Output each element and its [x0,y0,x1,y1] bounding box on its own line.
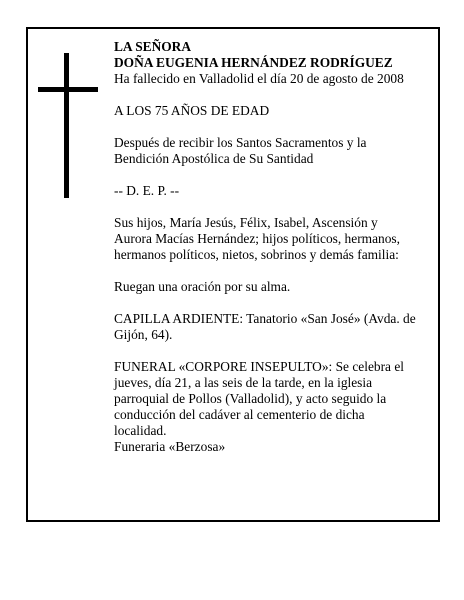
death-notice: Ha fallecido en Valladolid el día 20 de agosto de 2008 [114,71,404,86]
cross-icon [38,53,98,198]
chapel-line-2: Gijón, 64). [114,327,173,342]
prayer-block [114,279,430,295]
title-line-1: LA SEÑORA [114,39,192,54]
family-line-3: hermanos políticos, nietos, sobrinos y demás familia: [114,247,399,262]
header-block [114,39,430,87]
age-line: A LOS 75 AÑOS DE EDAD [114,103,270,118]
funeral-line-2: jueves, día 21, a las seis de la tarde, en la iglesia [114,375,373,390]
funeral-line-4: conducción del cadáver al cementerio de dicha [114,407,365,422]
chapel-block [114,311,430,343]
chapel-line-1: CAPILLA ARDIENTE: Tanatorio «San José» (Avda. de [114,311,416,326]
family-line-1: Sus hijos, María Jesús, Félix, Isabel, Ascensión y [114,215,378,230]
cross-vertical-bar [64,53,69,198]
cross-horizontal-bar [38,87,98,92]
obituary-text [114,39,430,455]
funeral-line-5: localidad. [114,423,167,438]
sacraments-block [114,135,430,167]
funeral-line-1: FUNERAL «CORPORE INSEPULTO»: Se celebra el [114,359,404,374]
family-line-2: Aurora Macías Hernández; hijos políticos, hermanos, [114,231,400,246]
dep-line: -- D. E. P. -- [114,183,180,198]
sacraments-line-2: Bendición Apostólica de Su Santidad [114,151,314,166]
dep-block [114,183,430,199]
funeral-line-3: parroquial de Pollos (Valladolid), y acto seguido la [114,391,387,406]
age-block [114,103,430,119]
deceased-name: DOÑA EUGENIA HERNÁNDEZ RODRÍGUEZ [114,55,393,70]
funeral-block [114,359,430,455]
sacraments-line-1: Después de recibir los Santos Sacramentos y la [114,135,367,150]
prayer-line: Ruegan una oración por su alma. [114,279,291,294]
family-block [114,215,430,263]
funeral-home: Funeraria «Berzosa» [114,439,226,454]
